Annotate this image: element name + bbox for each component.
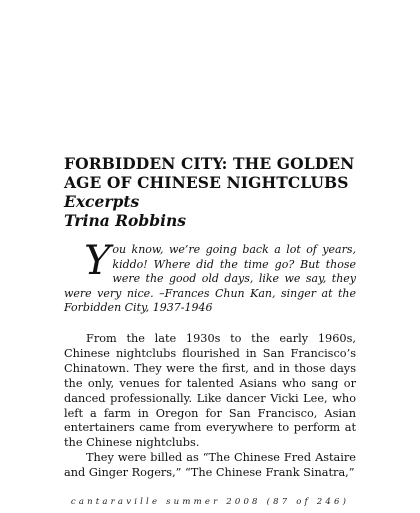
article-subtitle: Excerpts	[64, 192, 140, 211]
body-paragraph: From the late 1930s to the early 1960s, Chinese nightclubs flourished in San Francisco’s Chinatown. They were the first, and in those days the only, venues for talented Asians who sang or danced professionally. Like dancer Vicki Lee, who left a farm in Oregon for San Francisco, Asian entertainers came from everywhere to perform at the Chinese nightclubs.	[64, 331, 356, 450]
page-footer: cantaraville summer 2008 (87 of 246)	[70, 497, 350, 507]
epigraph	[64, 238, 356, 316]
title-line-1: FORBIDDEN CITY: THE GOLDEN	[64, 154, 355, 173]
article-body	[64, 332, 356, 481]
article-title	[64, 154, 356, 192]
article-author: Trina Robbins	[64, 211, 186, 230]
epigraph-text: ou know, we’re going back a lot of years, kiddo! Where did the time go? But those were the good old days, like we say, they were very nice. –Frances Chun Kan, singer at the Forbidden City, 1937-1946	[64, 243, 356, 315]
article	[64, 154, 356, 481]
body-paragraph: They were billed as “The Chinese Fred Astaire and Ginger Rogers,” “The Chinese Frank Sinatra,”	[64, 451, 356, 480]
drop-cap: Y	[84, 238, 111, 284]
title-line-2: AGE OF CHINESE NIGHTCLUBS	[64, 173, 349, 192]
